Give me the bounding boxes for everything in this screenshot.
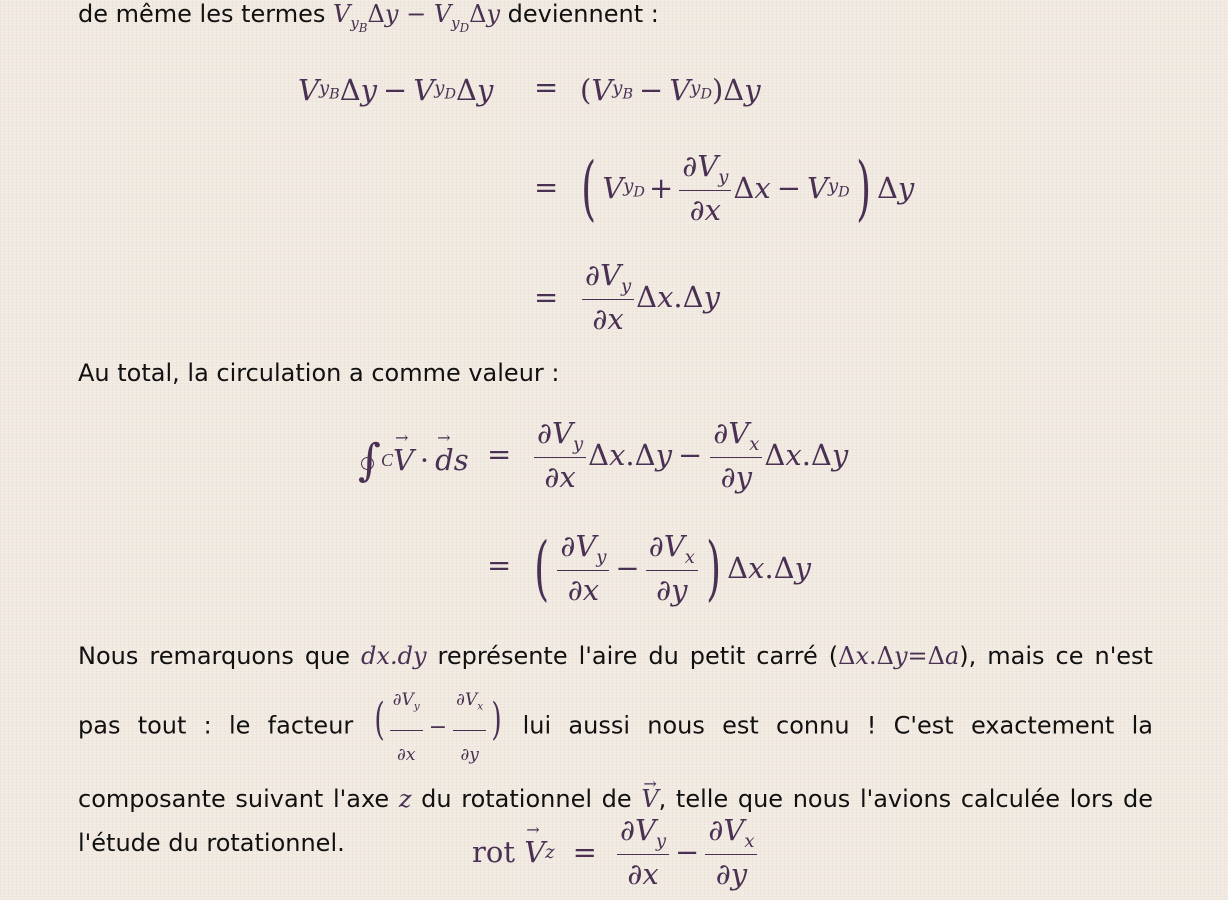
eq1-rhs-1: ( V $y_B$ − V $y_D$ ) Δ y [580, 73, 761, 107]
eq2-equals-2: = [487, 548, 512, 582]
eq1-lhs: V $y_B$ Δ y − V $y_D$ Δ y [298, 73, 494, 107]
math-area: Δx.Δy=Δa [838, 642, 960, 670]
eq2-equals-1: = [487, 437, 512, 471]
eq1-equals-3: = [534, 280, 559, 314]
eq1-equals-1: = [534, 70, 559, 104]
text-telle-que: , telle que nous l'avions calculée lors de l'étude du rotationnel. [78, 785, 1154, 858]
math-dxdy: dx.dy [361, 642, 427, 670]
math-V-vec: → V [641, 777, 658, 821]
text-deviennent: deviennent : [507, 0, 659, 28]
eq1-rhs-3: $\frac{\partial V_y}{\partial x}$ Δ x . Δ y [580, 262, 720, 332]
contour-integral-icon: ∫ [358, 434, 381, 486]
math-z: z [398, 785, 412, 814]
eq1-equals-2: = [534, 170, 559, 204]
eq1-rhs-2: ( V $y_D$ + $\frac{\partial V_y}{\partial x}$ Δ x − V $y_D$ ) Δ y [581, 147, 915, 229]
math-inline-terms: $V_{y_B}\Delta y - V_{y_D}\Delta y$ [333, 0, 501, 35]
paren-left: ( [581, 147, 597, 229]
text-mais-ce: ), mais ce n'est pas tout : le facteur [78, 642, 1153, 740]
math-factor: ( $\frac{\partial V_y}{\partial x}$ − $\frac{\partial V_x}{\partial y}$ ) [371, 715, 506, 740]
paragraph-total: Au total, la circulation a comme valeur : [78, 359, 560, 387]
text-nous-remarquons: Nous remarquons que [78, 642, 351, 670]
eq3: rot → V z = $\frac{\partial V_y}{\partial x}$ − $\frac{\partial V_x}{\partial y}$ [472, 812, 759, 892]
eq2-rhs-1: $\frac{\partial V_y}{\partial x}$ Δ x . Δ y − $\frac{\partial V_x}{\partial y}$ Δ x . Δ y [532, 420, 848, 490]
paragraph-intro [78, 0, 1153, 46]
text-de-meme: de même les termes [78, 0, 326, 28]
text-represente: représente l'aire du petit carré ( [437, 642, 839, 670]
eq2-rhs-2: ( $\frac{\partial V_y}{\partial x}$ − $\frac{\partial V_x}{\partial y}$ ) Δ x . Δ y [534, 527, 812, 609]
eq2-lhs: ∫ C → V · → ds [358, 425, 469, 495]
paren-right: ) [855, 147, 871, 229]
text-lui-aussi: lui aussi nous est connu ! C'est exactement la composante suivant l'axe [78, 711, 1153, 814]
text-du-rotationnel: du rotationnel de [421, 785, 632, 814]
frac-dVy-dx: $\frac{\partial V_y}{\partial x}$ [679, 149, 731, 227]
